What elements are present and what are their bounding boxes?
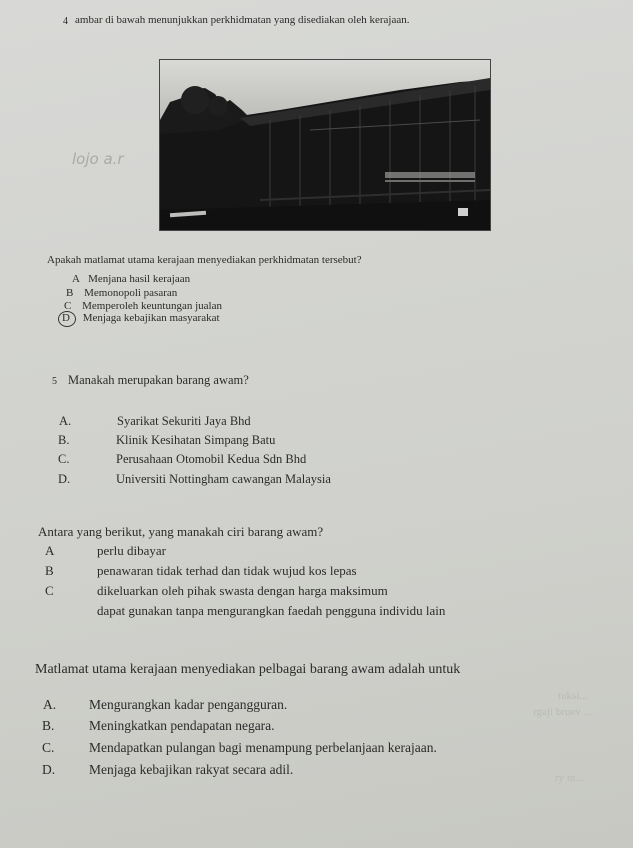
option-text: Mendapatkan pulangan bagi menampung perbelanjaan kerajaan. (89, 740, 437, 755)
option-letter: A. (59, 414, 72, 428)
option-text: Universiti Nottingham cawangan Malaysia (116, 472, 331, 486)
pencil-annotation: lojo a.r (72, 150, 124, 168)
question-4-intro: ambar di bawah menunjukkan perkhidmatan yang disediakan oleh kerajaan. (75, 14, 410, 26)
building-photo-graphic (160, 60, 490, 230)
question-5-stem: Manakah merupakan barang awam? (68, 373, 249, 387)
option-text: Menjaga kebajikan rakyat secara adil. (89, 762, 294, 777)
q4-option-a[interactable] (72, 273, 190, 285)
option-text: Perusahaan Otomobil Kedua Sdn Bhd (116, 452, 307, 466)
option-letter: C (45, 583, 54, 598)
bleed-through-text: tuksi... (558, 690, 588, 702)
option-letter: D. (58, 472, 71, 486)
option-letter: C. (42, 740, 55, 755)
question-4-number: 4 (63, 16, 68, 27)
option-letter: A (45, 543, 55, 558)
option-letter: A. (43, 697, 57, 712)
option-text: penawaran tidak terhad dan tidak wujud kos lepas (97, 563, 357, 578)
q6-option-a[interactable] (45, 543, 166, 559)
option-text: Menjaga kebajikan masyarakat (82, 312, 220, 324)
option-text: Mengurangkan kadar pengangguran. (89, 697, 288, 712)
option-text: Meningkatkan pendapatan negara. (89, 718, 275, 733)
q7-option-c[interactable] (42, 740, 437, 756)
option-letter: B (45, 563, 54, 578)
option-letter: B. (58, 433, 70, 447)
public-service-photo (160, 60, 490, 230)
option-letter: C (64, 300, 72, 312)
q7-option-b[interactable] (42, 718, 275, 734)
q5-option-a[interactable] (59, 414, 251, 429)
q6-option-b[interactable] (45, 563, 357, 579)
option-text: Syarikat Sekuriti Jaya Bhd (117, 414, 251, 428)
option-text: Memonopoli pasaran (84, 287, 178, 299)
question-4-stem: Apakah matlamat utama kerajaan menyediakan perkhidmatan tersebut? (47, 254, 362, 266)
option-letter: B. (42, 718, 55, 733)
q5-option-b[interactable] (58, 433, 275, 448)
question-7-stem: Matlamat utama kerajaan menyediakan pelbagai barang awam adalah untuk (35, 662, 461, 677)
q7-option-a[interactable] (43, 697, 287, 713)
option-text: Menjana hasil kerajaan (88, 273, 191, 285)
bleed-through-text: ry m... (555, 772, 584, 784)
option-text: perlu dibayar (97, 543, 166, 558)
question-5-number: 5 (52, 376, 57, 387)
q5-option-d[interactable] (58, 472, 331, 487)
option-text: Memperoleh keuntungan jualan (82, 300, 222, 312)
bleed-through-text: rgaji bruev ... (533, 706, 592, 718)
q7-option-d[interactable] (42, 762, 293, 778)
option-text: dapat gunakan tanpa mengurangkan faedah pengguna individu lain (97, 603, 446, 618)
option-letter: C. (58, 452, 70, 466)
q4-option-d[interactable] (62, 312, 220, 324)
option-letter: D (62, 312, 70, 324)
option-letter: A (72, 273, 80, 285)
option-letter: B (66, 287, 74, 299)
option-text: Klinik Kesihatan Simpang Batu (116, 433, 276, 447)
q4-option-b[interactable] (66, 287, 177, 299)
question-6-stem: Antara yang berikut, yang manakah ciri barang awam? (38, 524, 324, 539)
q6-option-d[interactable] (45, 603, 445, 619)
q5-option-c[interactable] (58, 452, 306, 467)
q4-option-c[interactable] (64, 300, 222, 312)
option-letter: D. (42, 762, 56, 777)
option-text: dikeluarkan oleh pihak swasta dengan harga maksimum (97, 583, 388, 598)
q6-option-c[interactable] (45, 583, 388, 599)
